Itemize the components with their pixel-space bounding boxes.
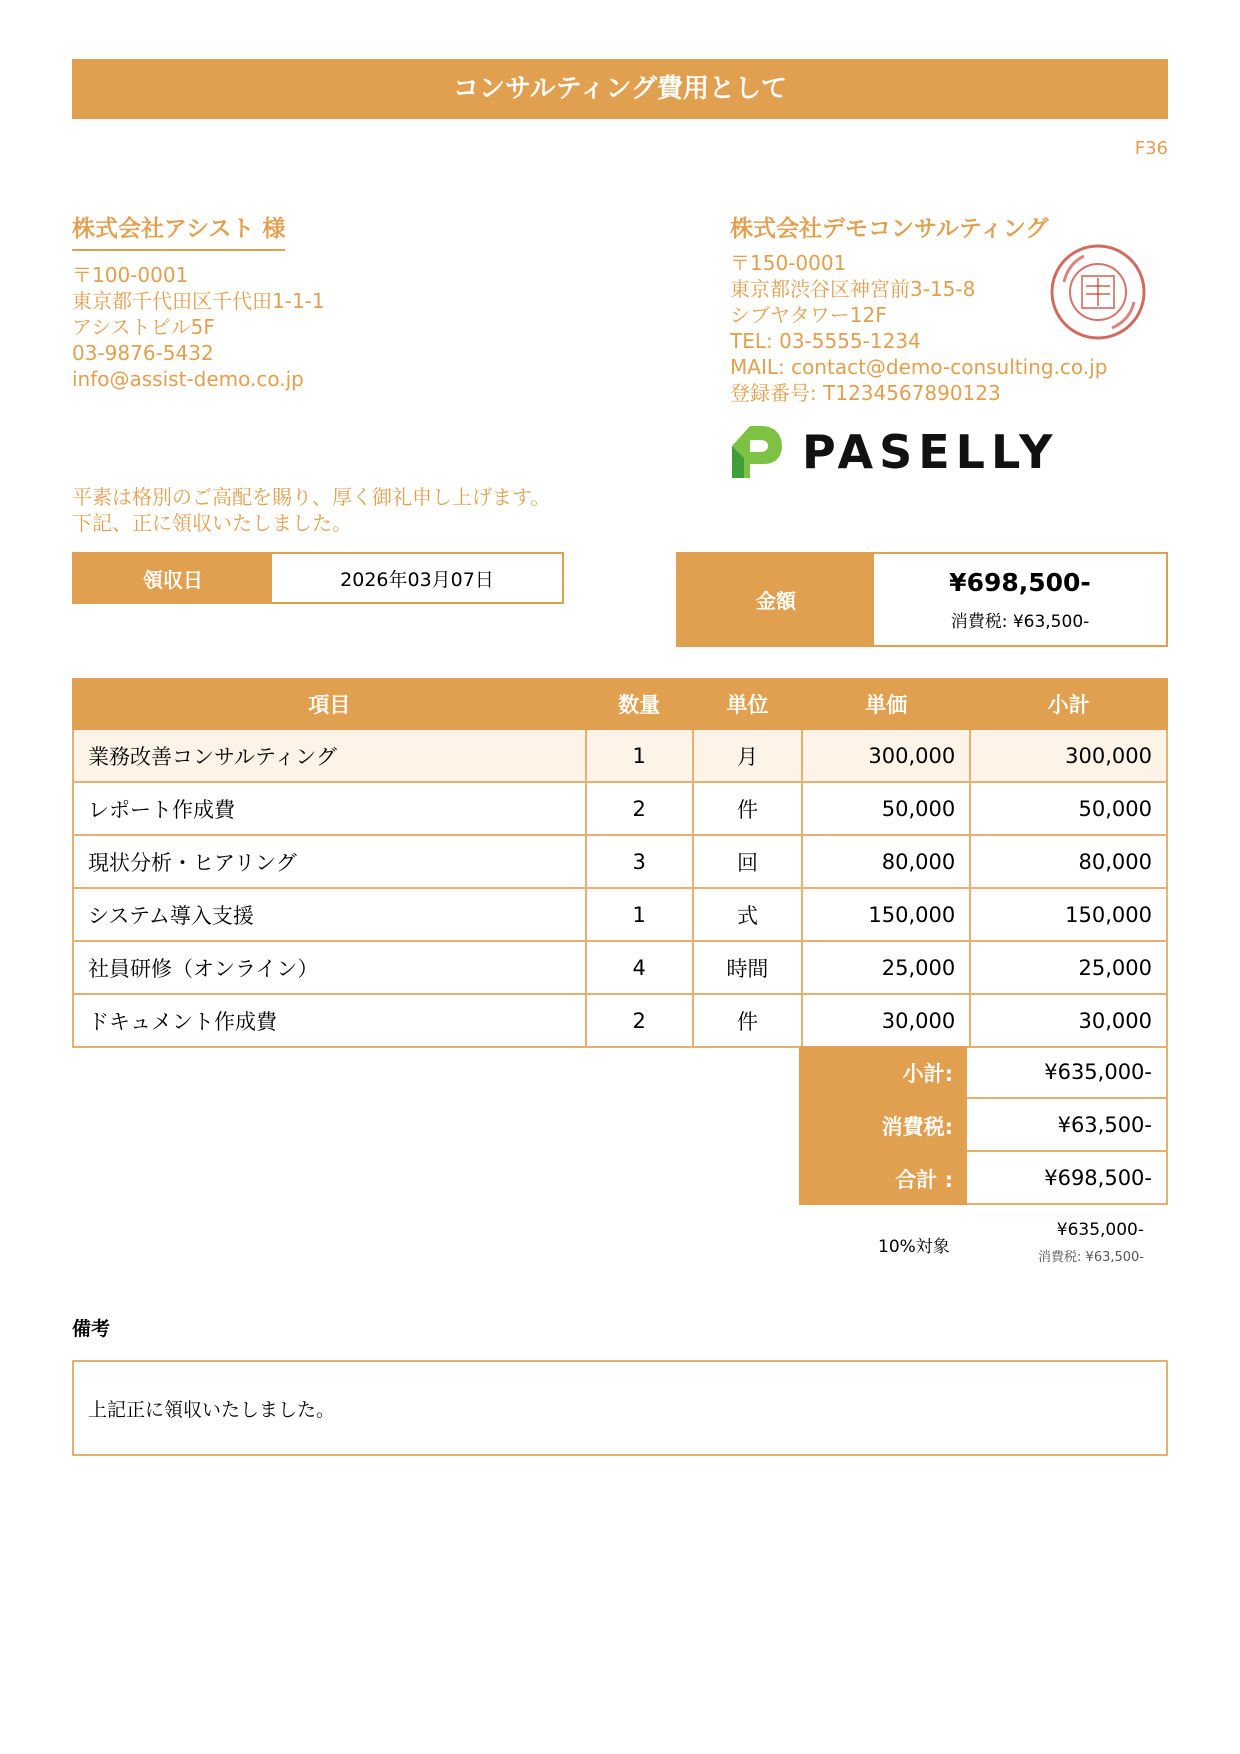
total-row — [799, 1152, 1168, 1205]
document-title: コンサルティング費用として — [72, 59, 1168, 119]
cell-item: レポート作成費 — [73, 782, 586, 835]
issuer-registration: 登録番号: T1234567890123 — [730, 381, 1001, 405]
notes-box — [72, 1360, 1168, 1456]
amount-label: 金額 — [678, 554, 874, 645]
receipt-date-label: 領収日 — [74, 554, 272, 602]
cell-qty: 1 — [586, 888, 693, 941]
cell-subtotal: 150,000 — [970, 888, 1167, 941]
greeting-line-1: 平素は格別のご高配を賜り、厚く御礼申し上げます。 — [72, 485, 551, 509]
recipient-email: info@assist-demo.co.jp — [72, 367, 304, 391]
greeting — [72, 484, 550, 536]
recipient-name: 株式会社アシスト 様 — [72, 210, 285, 251]
cell-price: 30,000 — [802, 994, 970, 1047]
amount-value: ¥698,500- — [949, 567, 1091, 597]
total-label: 合計 : — [799, 1152, 967, 1205]
cell-item: 社員研修（オンライン） — [73, 941, 586, 994]
cell-item: 現状分析・ヒアリング — [73, 835, 586, 888]
tax-value: ¥63,500- — [967, 1099, 1168, 1152]
issuer-email: MAIL: contact@demo-consulting.co.jp — [730, 355, 1108, 379]
paselly-logo — [730, 418, 1060, 482]
cell-subtotal: 30,000 — [970, 994, 1167, 1047]
greeting-line-2: 下記、正に領収いたしました。 — [72, 511, 352, 535]
cell-unit: 時間 — [693, 941, 803, 994]
table-row — [73, 941, 1167, 994]
tax-rate-amount: ¥635,000- — [1056, 1220, 1144, 1240]
issuer-postal: 〒150-0001 — [730, 251, 847, 275]
cell-qty: 3 — [586, 835, 693, 888]
header-subtotal: 小計 — [970, 679, 1167, 729]
header-item: 項目 — [73, 679, 586, 729]
cell-unit: 月 — [693, 729, 803, 782]
tax-label: 消費税: — [799, 1099, 967, 1152]
recipient-building: アシストビル5F — [72, 315, 215, 339]
cell-subtotal: 25,000 — [970, 941, 1167, 994]
company-seal-stamp-icon — [1048, 242, 1148, 342]
cell-item: システム導入支援 — [73, 888, 586, 941]
cell-unit: 回 — [693, 835, 803, 888]
table-row — [73, 835, 1167, 888]
notes-title: 備考 — [72, 1318, 111, 1340]
subtotal-label: 小計: — [799, 1046, 967, 1099]
amount-box — [676, 552, 1168, 647]
cell-price: 300,000 — [802, 729, 970, 782]
issuer-building: シブヤタワー12F — [730, 303, 887, 327]
cell-price: 80,000 — [802, 835, 970, 888]
cell-unit: 式 — [693, 888, 803, 941]
tax-rate-label: 10%対象 — [878, 1237, 950, 1257]
cell-price: 150,000 — [802, 888, 970, 941]
cell-qty: 4 — [586, 941, 693, 994]
table-row — [73, 782, 1167, 835]
amount-tax: 消費税: ¥63,500- — [950, 611, 1090, 632]
items-table — [72, 678, 1168, 1048]
tax-row — [799, 1099, 1168, 1152]
header-qty: 数量 — [586, 679, 693, 729]
recipient-address-line: 東京都千代田区千代田1-1-1 — [72, 289, 325, 313]
cell-subtotal: 50,000 — [970, 782, 1167, 835]
recipient-address — [72, 262, 325, 392]
cell-qty: 1 — [586, 729, 693, 782]
cell-price: 50,000 — [802, 782, 970, 835]
total-value: ¥698,500- — [967, 1152, 1168, 1205]
cell-subtotal: 300,000 — [970, 729, 1167, 782]
totals-block — [799, 1046, 1168, 1205]
recipient-phone: 03-9876-5432 — [72, 341, 214, 365]
cell-unit: 件 — [693, 782, 803, 835]
cell-item: 業務改善コンサルティング — [73, 729, 586, 782]
subtotal-value: ¥635,000- — [967, 1046, 1168, 1099]
recipient-postal: 〒100-0001 — [72, 263, 189, 287]
cell-qty: 2 — [586, 782, 693, 835]
document-number: F36 — [1134, 138, 1168, 159]
issuer-name: 株式会社デモコンサルティング — [730, 216, 1049, 242]
cell-unit: 件 — [693, 994, 803, 1047]
table-row — [73, 994, 1167, 1047]
tax-rate-tax: 消費税: ¥63,500- — [1038, 1250, 1144, 1265]
issuer-phone: TEL: 03-5555-1234 — [730, 329, 921, 353]
cell-qty: 2 — [586, 994, 693, 1047]
header-unit: 単位 — [693, 679, 803, 729]
subtotal-row — [799, 1046, 1168, 1099]
table-row — [73, 888, 1167, 941]
cell-price: 25,000 — [802, 941, 970, 994]
issuer-address-line: 東京都渋谷区神宮前3-15-8 — [730, 277, 976, 301]
table-row — [73, 729, 1167, 782]
cell-subtotal: 80,000 — [970, 835, 1167, 888]
receipt-date-value: 2026年03月07日 — [340, 568, 494, 591]
receipt-date-box — [72, 552, 564, 604]
logo-text: PASELLY — [802, 425, 1059, 479]
cell-item: ドキュメント作成費 — [73, 994, 586, 1047]
header-price: 単価 — [802, 679, 970, 729]
notes-text: 上記正に領収いたしました。 — [88, 1398, 336, 1421]
table-header-row — [73, 679, 1167, 729]
